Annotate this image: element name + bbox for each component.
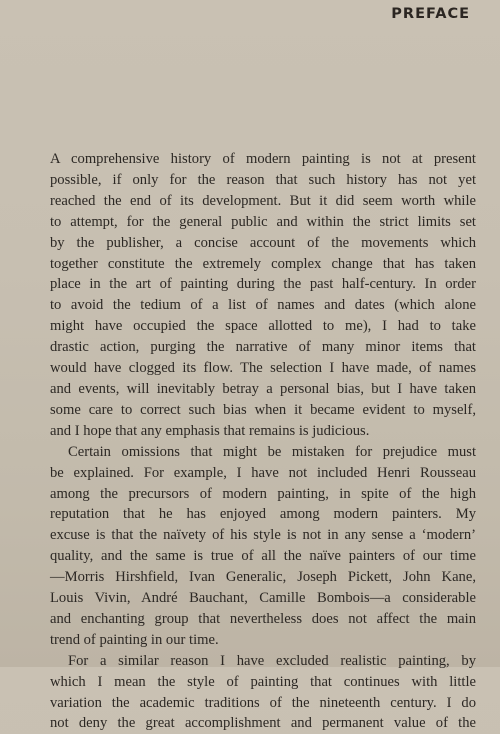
text-line: by the publisher, a concise account of the movements which [50, 234, 476, 251]
text-line: not deny the great accomplishment and permanent value of the [50, 715, 476, 732]
text-line: —Morris Hirshfield, Ivan Generalic, Joseph Pickett, John Kane, [50, 569, 476, 586]
text-line: some care to correct such bias when it became evident to myself, [50, 401, 476, 418]
text-line: place in the art of painting during the past half-century. In order [50, 276, 476, 293]
running-head: PREFACE [391, 6, 470, 22]
preface-body [50, 149, 476, 734]
text-line: trend of painting in our time. [50, 631, 219, 648]
text-line: and I hope that any emphasis that remains is judicious. [50, 422, 370, 439]
paragraph-2 [50, 442, 476, 651]
text-line: together constitute the extremely complex change that has taken [50, 255, 476, 272]
text-line: which I mean the style of painting that continues with little [50, 673, 476, 690]
text-line: be explained. For example, I have not included Henri Rousseau [50, 464, 476, 481]
text-line: reputation that he has enjoyed among modern painters. My [50, 506, 476, 523]
text-line: would have clogged its flow. The selection I have made, of names [50, 360, 476, 377]
text-line: Louis Vivin, André Bauchant, Camille Bombois—a considerable [50, 590, 476, 607]
text-line: For a similar reason I have excluded realistic painting, by [68, 652, 476, 669]
text-line: A comprehensive history of modern painting is not at present [50, 151, 476, 167]
text-line: excuse is that the naïvety of his style is not in any sense a ‘modern’ [50, 527, 476, 544]
text-line: drastic action, purging the narrative of many minor items that [50, 339, 476, 356]
text-line: quality, and the same is true of all the naïve painters of our time [50, 548, 476, 565]
text-line: to avoid the tedium of a list of names and dates (which alone [50, 297, 476, 314]
text-line: reached the end of its development. But it did seem worth while [50, 192, 476, 209]
text-line: and enchanting group that nevertheless does not affect the main [50, 610, 476, 627]
text-line: Certain omissions that might be mistaken for prejudice must [68, 443, 476, 460]
paragraph-1 [50, 149, 476, 442]
text-line: variation the academic traditions of the nineteenth century. I do [50, 694, 476, 711]
text-line: to attempt, for the general public and within the strict limits set [50, 213, 476, 230]
text-line: among the precursors of modern painting, in spite of the high [50, 485, 476, 502]
text-line: and events, will inevitably betray a personal bias, but I have taken [50, 380, 476, 397]
paragraph-3 [50, 651, 476, 734]
text-line: might have occupied the space allotted to me), I had to take [50, 318, 476, 335]
text-line: possible, if only for the reason that such history has not yet [50, 171, 476, 188]
